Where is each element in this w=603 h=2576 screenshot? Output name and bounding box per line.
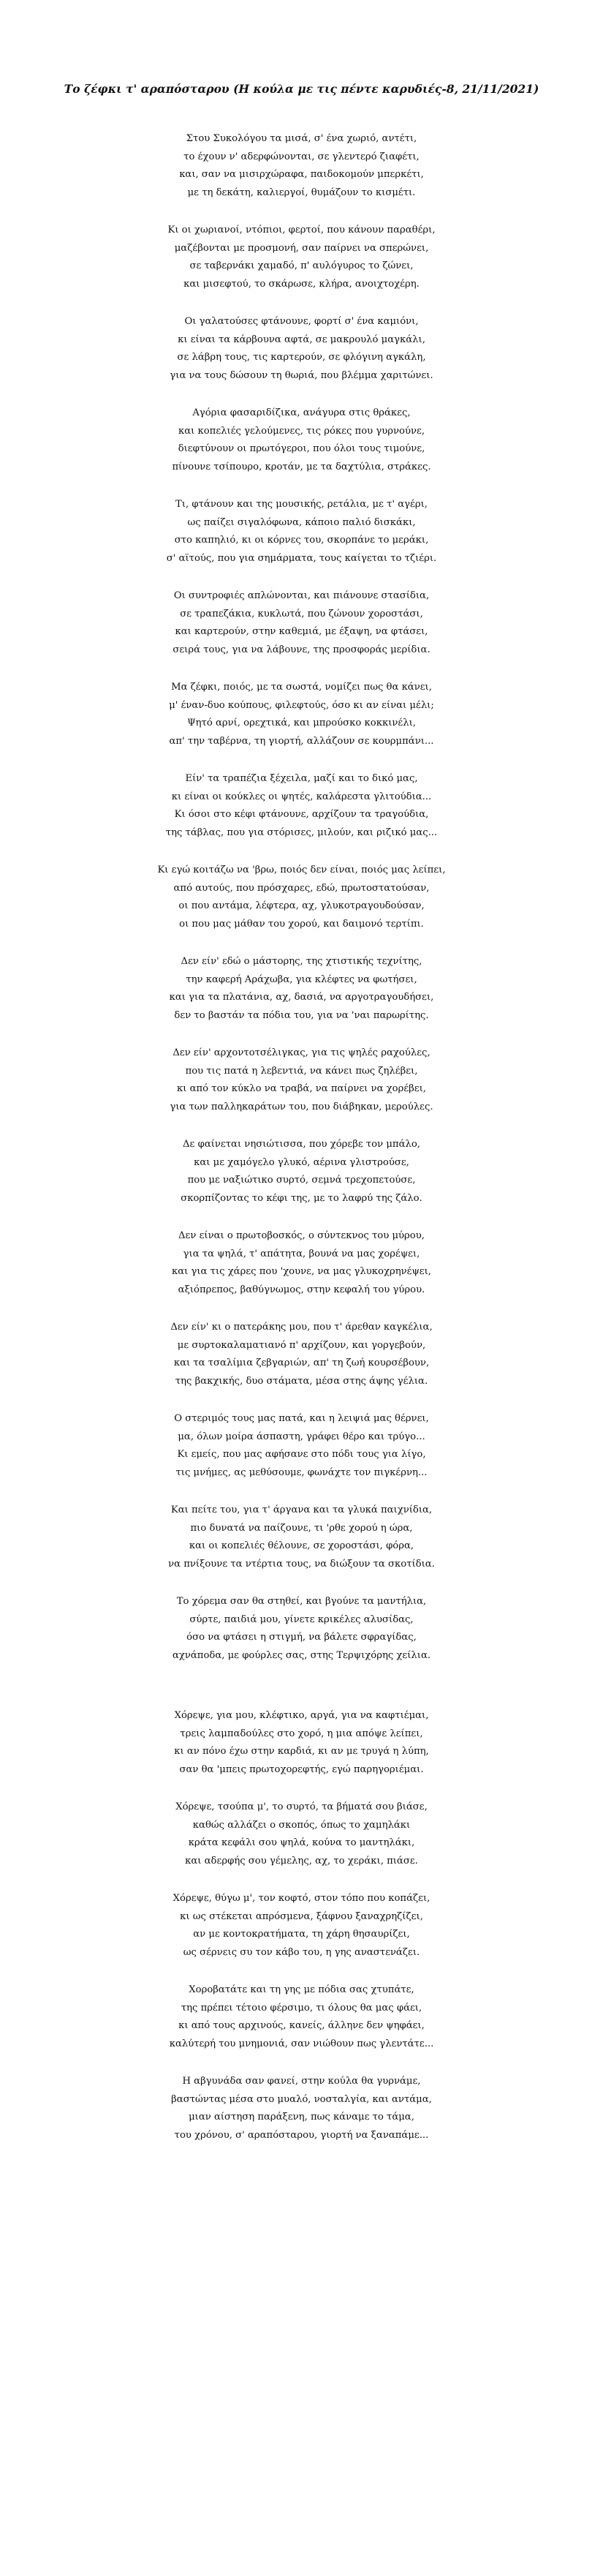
poem-line: σύρτε, παιδιά μου, γίνετε κρικέλες αλυσίδας, [189,1613,414,1625]
poem-line: και κοπελιές γελούμενες, τις ρόκες που γυρνούνε, [178,425,425,437]
poem-line: καθώς αλλάζει ο σκοπός, όπως το χαμηλάκι [192,1819,411,1831]
poem-line: της τάβλας, που για στόρισες, μιλούν, και ριζικό μας... [165,826,438,838]
poem-line: και για τα πλατάνια, αχ, δασιά, να αργοτραγουδήσει, [169,992,434,1003]
poem-line: με συρτοκαλαματιανό π' αρχίζουν, και γοργεβούν, [177,1339,426,1351]
poem-line: Οι συντροφιές απλώνονται, και πιάνουνε στασίδια, [173,590,430,601]
stanza [0,130,603,202]
poem-line: κι είναι οι κούκλες οι ψητές, καλάρεστα γλιτούδια... [171,791,432,802]
poem-line: Χόρεψε, για μου, κλέφτικο, αργά, για να καφτιέμαι, [174,1710,429,1721]
stanza [0,1593,603,1665]
poem-line: του χρόνου, σ' αραπόσταρου, γιορτή να ξαναπάμε... [174,2129,429,2141]
poem-line: Δεν είν' εδώ ο μάστορης, της χτιστικής τεχνίτης, [181,956,422,967]
poem-line: μαζέβονται με προσμονή, σαν παίρνει να σπερώνει, [174,242,429,254]
poem-line: και αδερφής σου γέμελης, αχ, το χεράκι, πιάσε. [185,1855,418,1867]
stanza [0,1227,603,1299]
stanza [0,862,603,933]
poem-line: ως παίζει σιγαλόφωνα, κάποιο παλιό δισκάκι, [187,516,416,528]
poem-line: μ' έναν-δυο κούπους, φιλεφτούς, όσο κι αν είναι μέλι; [169,699,434,711]
poem-line: αχνάποδα, με φούρλες σας, στης Τερψιχόρης χείλια. [172,1649,431,1661]
poem-line: σαν θα 'μπεις πρωτοχορεφτής, εγώ παρηγοριέμαι. [179,1763,424,1775]
poem-line: οι που αντάμα, λέφτερα, αχ, γλυκοτραγουδούσαν, [178,900,425,911]
stanza [0,953,603,1025]
stanza [0,222,603,293]
poem-line: σε ταβερνάκι χαμαδό, π' αυλόγυρος το ζώνει, [189,260,414,271]
poem-line: πιο δυνατά να παίζουνε, τι 'ρθε χορού η ώρα, [190,1522,413,1534]
poem-line: κι αν πόνο έχω στην καρδιά, κι αν με τρυγά η λύπη, [174,1746,429,1757]
stanza [0,679,603,750]
stanza [0,587,603,659]
poem-line: πίνουνε τσίπουρο, κροτάν, με τα δαχτύλια, στράκες. [172,461,431,472]
poem-line: που τις πατά η λεβεντιά, να κάνει πως ζηλέβει, [185,1065,418,1077]
poem-line: κι ως στέκεται απρόσμενα, ξάφνου ξαναχρηζίζει, [180,1910,423,1922]
poem-line: Κι οι χωριανοί, ντόπιοι, φερτοί, που κάνουν παραθέρι, [167,225,436,236]
poem-line: κι είναι τα κάρβουνα αφτά, σε μακρουλό μαγκάλι, [178,334,425,345]
stanza [0,404,603,476]
poem-line: βαστώντας μέσα στο μυαλό, νοσταλγία, και αντάμα, [171,2093,432,2105]
poem-line: σ' αϊτούς, που για σημάρματα, τους καίγεται το τζιέρι. [166,552,437,564]
poem-line: Τι, φτάνουν και της μουσικής, ρετάλια, με τ' αγέρι, [175,499,428,510]
stanza [0,1799,603,1870]
stanza [0,770,603,842]
poem-line: που με ναξιώτικο συρτό, σεμνά τρεχοπετούσε, [187,1175,416,1186]
poem-line: και, σαν να μισιρχώραφα, παιδοκομούν μπερκέτι, [179,169,424,180]
poem-line: σκορπίζοντας το κέφι της, με το λαφρύ της ζάλο. [181,1192,422,1204]
stanza [0,2073,603,2144]
poem-line: Δε φαίνεται νησιώτισσα, που χόρεβε τον μπάλο, [183,1139,420,1150]
poem-line: μα, όλων μοίρα άσπαστη, γράφει θέρο και τρύγο... [178,1431,425,1442]
poem-line: Είν' τα τραπέζια ξέχειλα, μαζί και το δικό μας, [185,773,418,784]
poem-line: καλύτερή του μνημονιά, σαν νιώθουν πως γλεντάτε... [169,2038,434,2049]
poem-line: διεφτύνουν οι πρωτόγεροι, που όλοι τους τιμούνε, [178,443,425,454]
poem-line: κράτα κεφάλι σου ψηλά, κούνα το μαντηλάκι, [188,1837,415,1848]
poem-line: Χοροβατάτε και τη γης με πόδια σας χτυπάτε, [189,1984,414,1995]
poem-line: και με χαμόγελο γλυκό, αέρινα γλιστρούσε, [194,1156,409,1168]
stanza [0,1319,603,1390]
poem-line: Η αβγυνάδα σαν φανεί, στην κούλα θα γυρνάμε, [182,2076,421,2087]
poem-line: Δεν είν' κι ο πατεράκης μου, που τ' άρεθαν καγκέλια, [170,1322,433,1333]
poem-line: τις μνήμες, ας μεθύσουμε, φωνάχτε τον πιγκέρνη... [175,1466,428,1478]
poem-line: δεν το βαστάν τα πόδια του, για να 'ναι παρωρίτης. [174,1009,429,1021]
stanza [0,1890,603,1962]
poem-line: μιαν αίστηση παράξενη, πως κάναμε το τάμα, [189,2112,414,2123]
poem-line: για των παλληκαράτων του, που διάβηκαν, μερούλες. [170,1101,433,1112]
poem-line: Και πείτε του, για τ' άργανα και τα γλυκά παιχνίδια, [170,1504,433,1515]
poem-title: Το ζέφκι τ' αραπόσταρου (Η κούλα με τις πέντε καρυδιές-8, 21/11/2021) [64,82,539,96]
poem-line: Κι εγώ κοιτάζω να 'βρω, ποιός δεν είναι, ποιός μας λείπει, [157,865,446,875]
poem-line: και τα τσαλίμια ζεβγαριών, απ' τη ζωή κουρσέβουν, [173,1357,430,1368]
poem-line: απ' την ταβέρνα, τη γιορτή, αλλάζουν σε κουρμπάνι... [169,735,434,747]
poem-line: και καρτερούν, στην καθεμιά, με έξαψη, να φτάσει, [175,626,428,637]
poem-line: το έχουν ν' αδερφώνονται, σε γλεντερό ζιαφέτι, [183,151,420,162]
poem-line: σε λάβρη τους, τις καρτερούν, σε φλόγινη αγκάλη, [177,352,426,363]
poem-line: τρεις λαμπαδούλες στο χορό, η μια απόψε λείπει, [180,1728,423,1739]
poem-line: Αγόρια φασαριδίζικα, ανάγυρα στις θράκες, [192,407,411,418]
poem-line: Στου Συκολόγου τα μισά, σ' ένα χωριό, αντέτι, [186,133,417,144]
stanza [0,1136,603,1208]
poem-line: και οι κοπελιές θέλουνε, σε χοροστάσι, φόρα, [189,1540,414,1551]
poem-line: οι που μας μάθαν του χορού, και δαιμονό τερτίπι. [179,918,424,930]
poem-line: για να τους δώσουν τη θωριά, που βλέμμα χαριτώνει. [170,369,433,381]
poem-line: όσο να φτάσει η στιγμή, να βάλετε σφραγίδας, [186,1632,417,1643]
poem-line: κι από τους αρχινούς, κανείς, άλληνε δεν ψηφάει, [178,2020,425,2031]
poem-line: και μισεφτού, το σκάρωσε, κλήρα, ανοιχτοχέρη. [183,278,420,290]
poem-line: αν με κοντοκρατήματα, τη χάρη θησαυρίζει, [193,1929,410,1940]
poem-line: Χόρεψε, τσούπα μ', το συρτό, τα βήματά σου βιάσε, [175,1801,428,1812]
poem-body [0,130,603,2164]
poem-line: Δεν είναι ο πρωτοβοσκός, ο σύντεκνος του μύρου, [178,1230,425,1241]
poem-line: της πρέπει τέτοιο φέρσιμο, τι όλους θα μας φάει, [181,2002,422,2014]
poem-line: Ψητό αρνί, ορεχτικά, και μπρούσκο κοκκινέλι, [187,718,416,728]
poem-line: της βακχικής, δυο στάματα, μέσα στης άψης γέλια. [175,1375,428,1387]
poem-line: από αυτούς, που πρόσχαρες, εδώ, πρωτοστατούσαν, [173,882,430,894]
poem-line: Οι γαλατούσες φτάνουνε, φορτί σ' ένα καμιόνι, [184,316,419,327]
poem-line: ως σέρνεις συ τον κάβο του, η γης αναστενάζει. [183,1946,420,1958]
poem-line: Κι όσοι στο κέφι φτάνουνε, αρχίζουν τα τραγούδια, [174,809,429,820]
stanza [0,1981,603,2053]
poem-line: για τα ψηλά, τ' απάτητα, βουνά να μας χορέψει, [183,1248,420,1259]
poem-line: Ο στεριμός τους μας πατά, και η λειψιά μας θέρνει, [174,1413,429,1424]
poem-line: την καφερή Αράχωβα, για κλέφτες να φωτήσει, [186,973,417,985]
stanza [0,1410,603,1482]
poem-line: σειρά τους, για να λάβουνε, της προσφοράς μερίδια. [172,644,431,655]
poem-line: Το χόρεμα σαν θα στηθεί, και βγούνε τα μαντήλια, [176,1596,427,1607]
poem-line: στο καπηλιό, κι οι κόρνες του, σκορπάνε το μεράκι, [174,535,429,546]
stanza [0,1044,603,1116]
stanza [0,496,603,568]
stanza [0,1502,603,1573]
poem-line: και για τις χάρες που 'χουνε, να μας γλυκοχρηνέψει, [171,1266,432,1277]
poem-line: Χόρεψε, θύγω μ', τον κοφτό, στον τόπο που κοπάζει, [172,1893,431,1904]
poem-line: Δεν είν' αρχοντοτσέλιγκας, για τις ψηλές ραχούλες, [172,1047,431,1058]
stanza [0,1707,603,1779]
poem-line: Μα ζέφκι, ποιός, με τα σωστά, νομίζει πως θα κάνει, [171,682,432,693]
poem-line: με τη δεκάτη, καλιεργοί, θυμάζουν το κισμέτι. [187,187,416,198]
poem-line: σε τραπεζάκια, κυκλωτά, που ζώνουν χοροστάσι, [180,608,423,619]
poem-line: Κι εμείς, που μας αφήσανε στο πόδι τους για λίγο, [177,1449,426,1460]
poem-line: να πνίξουνε τα ντέρτια τους, να διώξουν τα σκοτίδια. [168,1558,435,1570]
poem-line: κι από τον κύκλο να τραβά, να παίρνει να χορέβει, [177,1083,426,1094]
poem-line: αξιόπρεπος, βαθύγνωμος, στην κεφαλή του γύρου. [178,1284,425,1295]
stanza [0,313,603,385]
